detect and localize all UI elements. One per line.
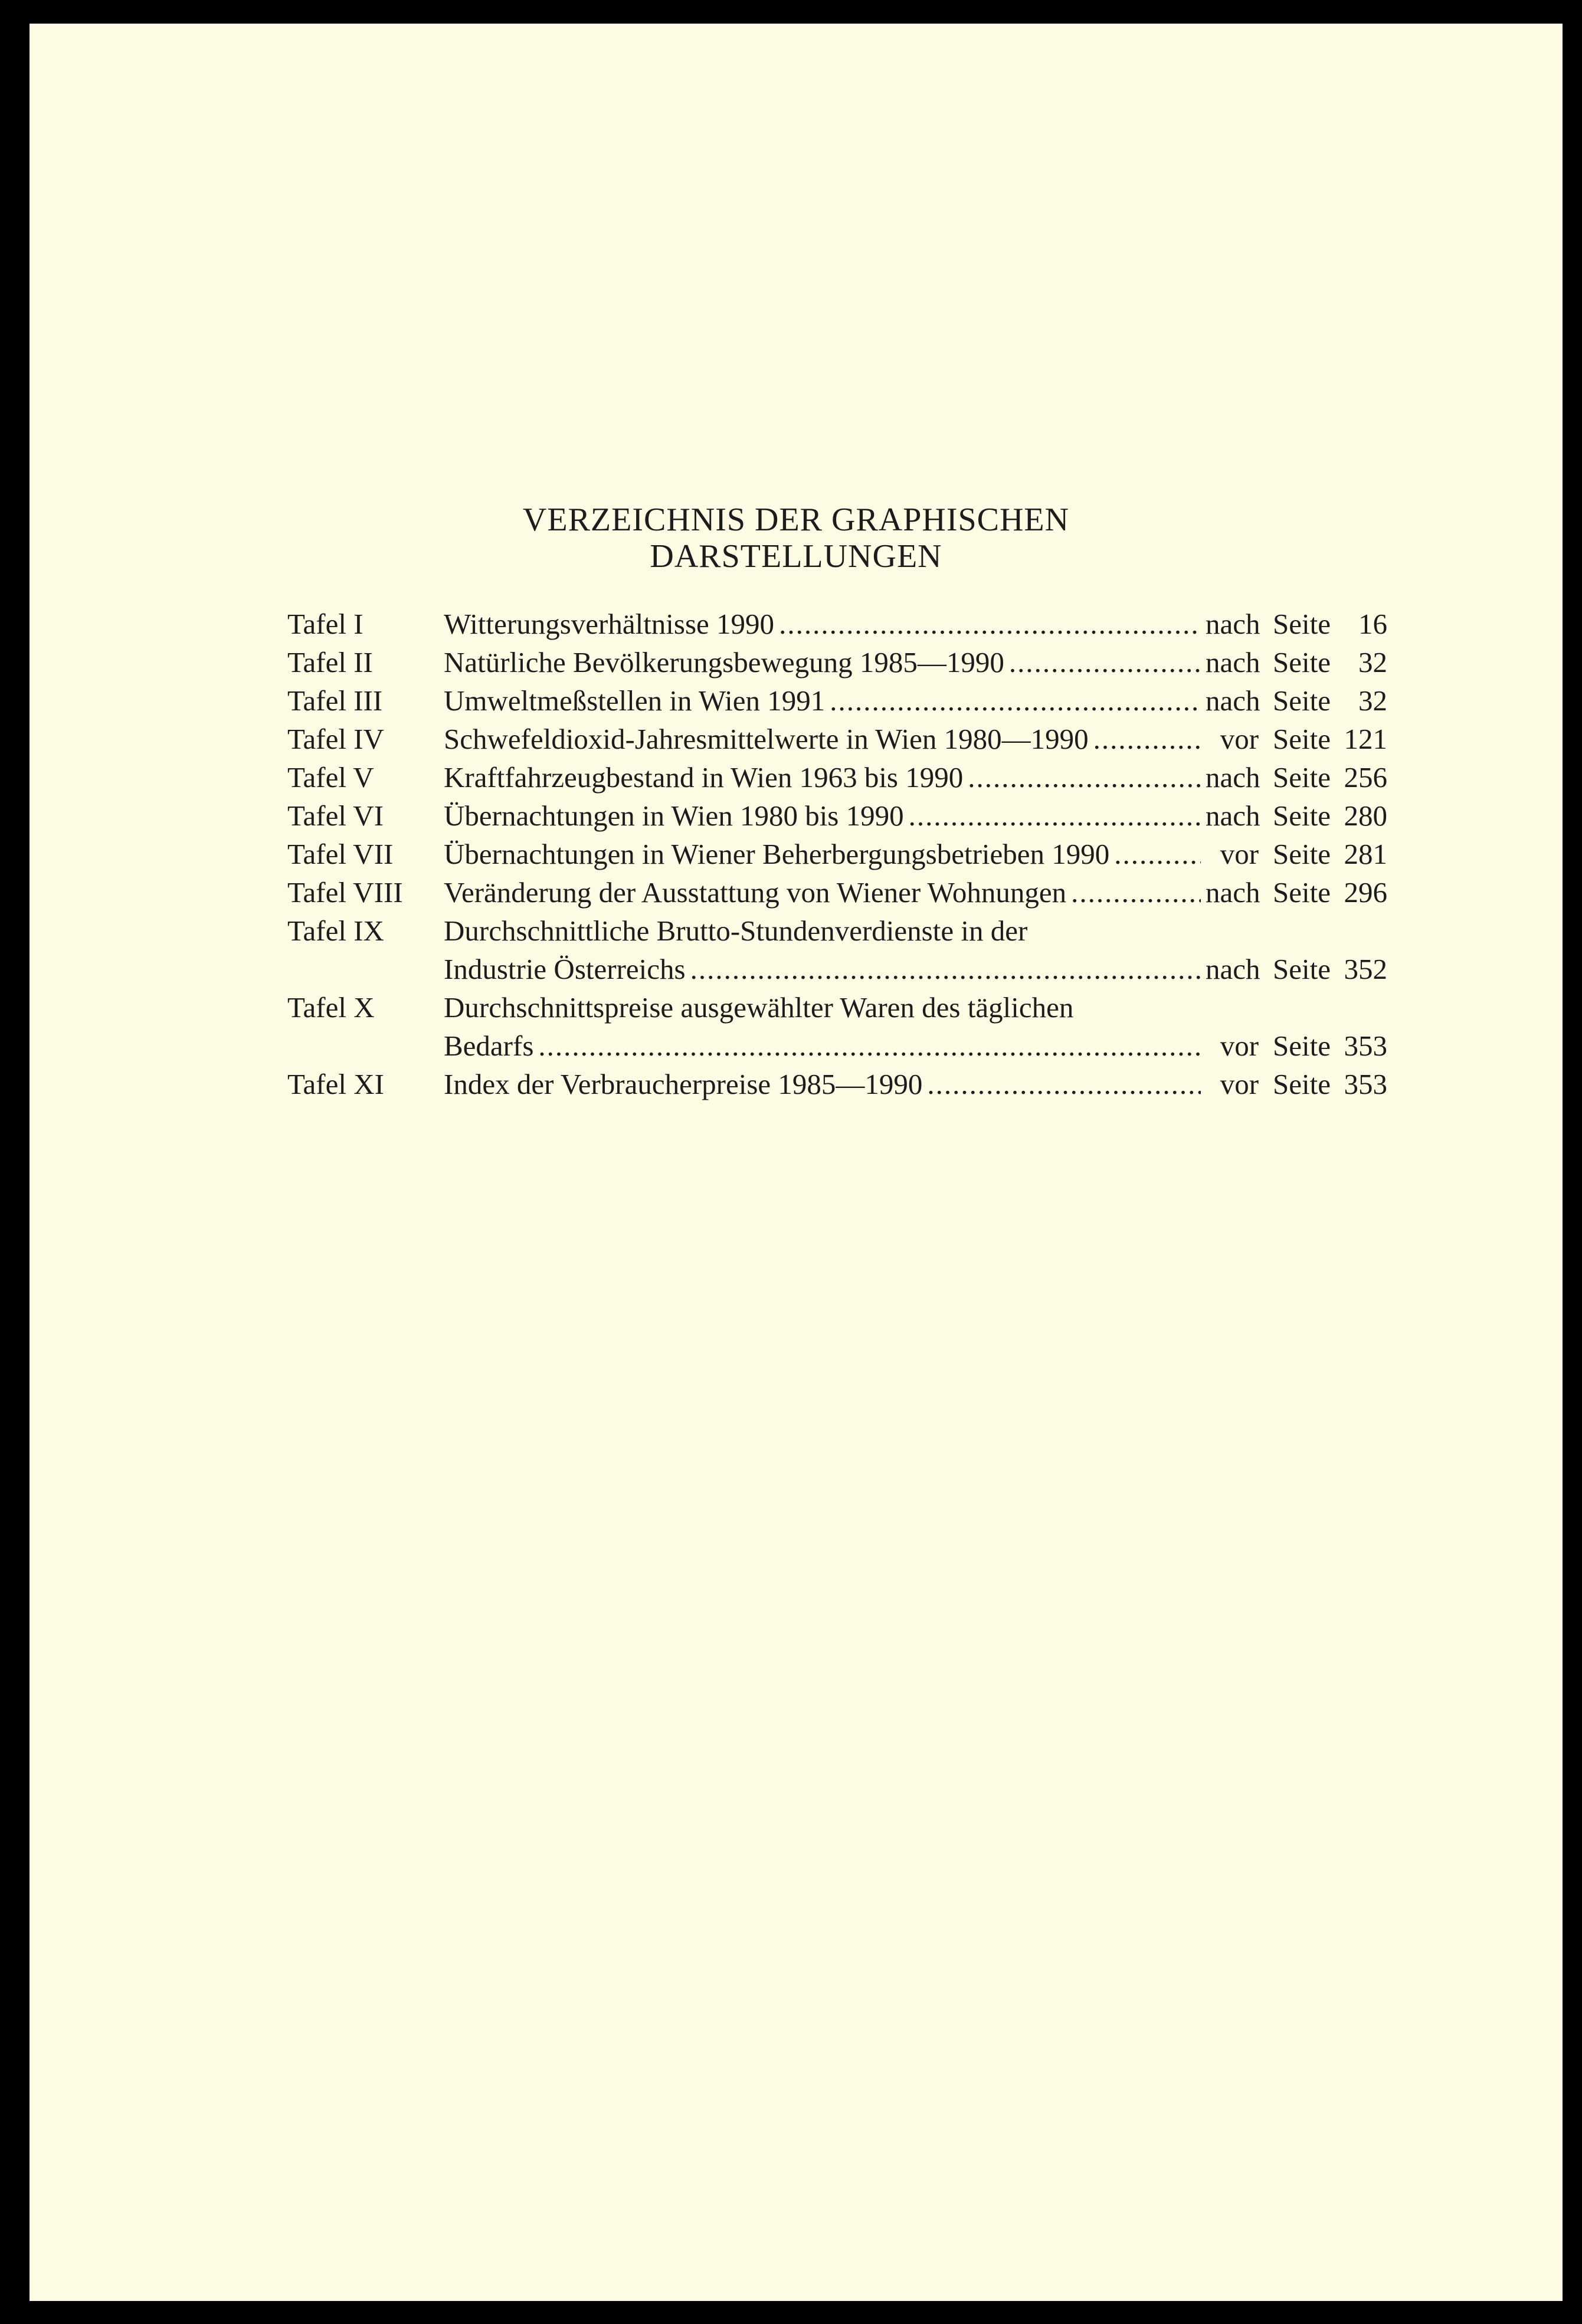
toc-label: Tafel VI — [287, 799, 384, 832]
toc-entry-line — [287, 720, 1387, 758]
toc-entry — [287, 988, 1387, 1065]
toc-position: nach — [1206, 761, 1260, 794]
toc-entry-line — [287, 912, 1387, 950]
toc-entry-line — [287, 1027, 1387, 1065]
toc-entry — [287, 873, 1387, 912]
toc-entry — [287, 912, 1387, 988]
toc-label: Tafel VII — [287, 838, 394, 870]
toc-title: Bedarfs — [444, 1030, 534, 1062]
toc-position: vor — [1220, 723, 1259, 755]
leader-dots — [1071, 873, 1201, 912]
toc-seite: Seite — [1273, 646, 1331, 678]
toc-entry — [287, 720, 1387, 758]
toc-position: nach — [1206, 953, 1260, 985]
toc-seite: Seite — [1273, 876, 1331, 909]
toc-entry-line — [287, 643, 1387, 681]
toc-entry-line — [287, 681, 1387, 720]
toc-entry — [287, 643, 1387, 681]
toc-entry-line — [287, 758, 1387, 796]
toc-page-number: 296 — [1344, 876, 1387, 909]
toc-entry-line — [287, 873, 1387, 912]
toc-label: Tafel VIII — [287, 876, 403, 909]
toc-page-number: 353 — [1344, 1068, 1387, 1100]
toc-title: Witterungsverhältnisse 1990 — [444, 608, 775, 640]
toc-label: Tafel V — [287, 761, 374, 794]
toc-seite: Seite — [1273, 761, 1331, 794]
toc-title: Natürliche Bevölkerungsbewegung 1985—1990 — [444, 646, 1004, 678]
leader-dots — [690, 950, 1201, 988]
leader-dots — [538, 1027, 1201, 1065]
leader-dots — [968, 758, 1201, 796]
toc-seite: Seite — [1273, 608, 1331, 640]
leader-dots — [1114, 835, 1201, 873]
page-title — [30, 501, 1563, 575]
title-line-1: VERZEICHNIS DER GRAPHISCHEN — [522, 501, 1070, 538]
toc-seite: Seite — [1273, 953, 1331, 985]
toc-position: nach — [1206, 608, 1260, 640]
toc-position: nach — [1206, 799, 1260, 832]
toc-label: Tafel I — [287, 608, 363, 640]
document-page — [30, 24, 1563, 2301]
toc-position: vor — [1220, 838, 1259, 870]
leader-dots — [779, 605, 1201, 643]
toc-entry — [287, 835, 1387, 873]
toc-page-number: 32 — [1358, 684, 1387, 717]
toc-title: Übernachtungen in Wiener Beherbergungsbetrieben 1990 — [444, 838, 1110, 870]
toc-seite: Seite — [1273, 799, 1331, 832]
toc-entry-line — [287, 950, 1387, 988]
toc-entry — [287, 1065, 1387, 1103]
leader-dots — [1009, 643, 1201, 681]
toc-title: Index der Verbraucherpreise 1985—1990 — [444, 1068, 923, 1100]
toc-seite: Seite — [1273, 723, 1331, 755]
table-of-contents — [287, 605, 1387, 1103]
toc-seite: Seite — [1273, 838, 1331, 870]
toc-label: Tafel IV — [287, 723, 384, 755]
toc-title: Übernachtungen in Wien 1980 bis 1990 — [444, 799, 904, 832]
leader-dots — [1093, 720, 1201, 758]
toc-label: Tafel III — [287, 684, 383, 717]
toc-page-number: 32 — [1358, 646, 1387, 678]
toc-page-number: 16 — [1358, 608, 1387, 640]
toc-page-number: 281 — [1344, 838, 1387, 870]
toc-page-number: 256 — [1344, 761, 1387, 794]
leader-dots — [909, 796, 1201, 835]
toc-position: vor — [1220, 1030, 1259, 1062]
toc-label: Tafel X — [287, 991, 375, 1024]
toc-entry — [287, 758, 1387, 796]
toc-entry-line — [287, 988, 1387, 1027]
toc-entry — [287, 681, 1387, 720]
toc-page-number: 121 — [1344, 723, 1387, 755]
toc-position: nach — [1206, 876, 1260, 909]
toc-label: Tafel IX — [287, 914, 384, 947]
toc-title: Durchschnittspreise ausgewählter Waren des täglichen — [444, 991, 1074, 1024]
toc-title: Veränderung der Ausstattung von Wiener Wohnungen — [444, 876, 1067, 909]
leader-dots — [830, 681, 1201, 720]
toc-entry-line — [287, 1065, 1387, 1103]
toc-seite: Seite — [1273, 684, 1331, 717]
toc-entry — [287, 605, 1387, 643]
leader-dots — [927, 1065, 1201, 1103]
toc-position: nach — [1206, 684, 1260, 717]
toc-entry-line — [287, 605, 1387, 643]
toc-title: Umweltmeßstellen in Wien 1991 — [444, 684, 826, 717]
toc-entry — [287, 796, 1387, 835]
toc-label: Tafel II — [287, 646, 373, 678]
toc-page-number: 352 — [1344, 953, 1387, 985]
toc-title: Industrie Österreichs — [444, 953, 686, 985]
toc-title: Durchschnittliche Brutto-Stundenverdienste in der — [444, 914, 1028, 947]
toc-label: Tafel XI — [287, 1068, 384, 1100]
title-line-2: DARSTELLUNGEN — [650, 538, 942, 575]
toc-page-number: 353 — [1344, 1030, 1387, 1062]
toc-position: nach — [1206, 646, 1260, 678]
toc-entry-line — [287, 835, 1387, 873]
toc-page-number: 280 — [1344, 799, 1387, 832]
toc-seite: Seite — [1273, 1068, 1331, 1100]
toc-seite: Seite — [1273, 1030, 1331, 1062]
toc-title: Kraftfahrzeugbestand in Wien 1963 bis 1990 — [444, 761, 964, 794]
toc-title: Schwefeldioxid-Jahresmittelwerte in Wien 1980—1990 — [444, 723, 1089, 755]
toc-position: vor — [1220, 1068, 1259, 1100]
toc-entry-line — [287, 796, 1387, 835]
